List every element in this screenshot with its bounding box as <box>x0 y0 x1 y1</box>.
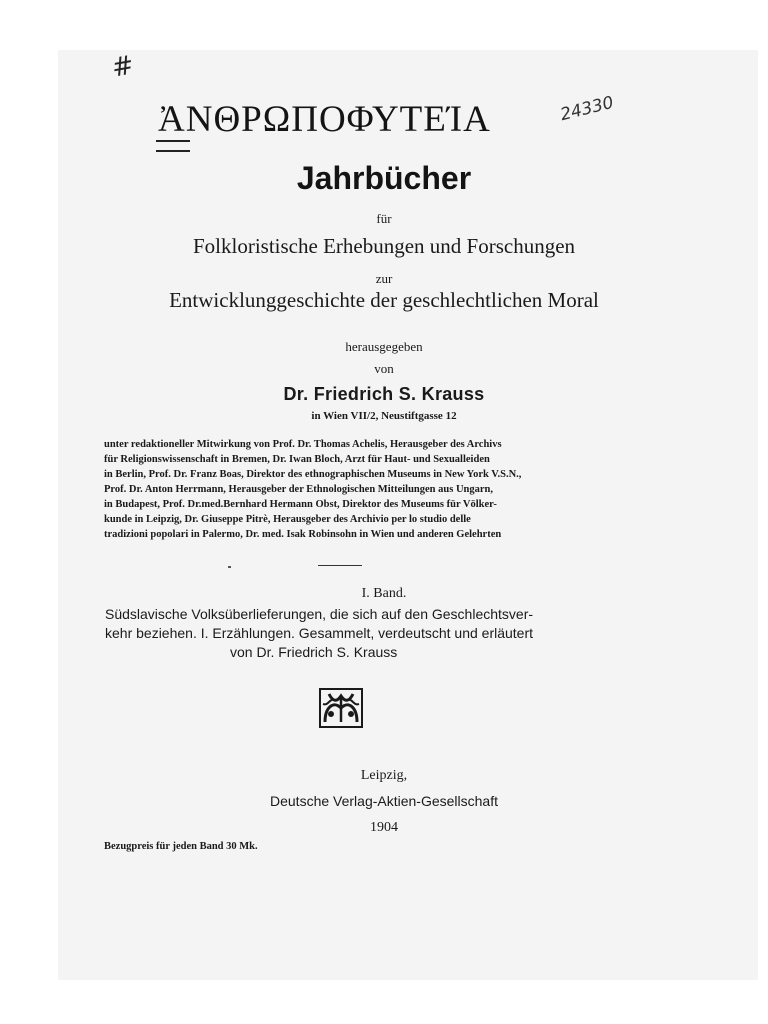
handwritten-underline <box>156 140 190 152</box>
collaborator-line: Prof. Dr. Anton Herrmann, Herausgeber der Ethnologischen Mitteilungen aus Ungarn, <box>104 484 493 495</box>
publisher-name: Deutsche Verlag-Aktien-Gesellschaft <box>270 793 498 809</box>
volume-label: I. Band. <box>361 586 407 601</box>
price-note: Bezugpreis für jeden Band 30 Mk. <box>104 841 258 852</box>
editor-name: Dr. Friedrich S. Krauss <box>283 384 485 404</box>
collaborator-line: in Budapest, Prof. Dr.med.Bernhard Hermann Obst, Direktor des Museums für Völker- <box>104 499 497 510</box>
collaborator-line: kunde in Leipzig, Dr. Giuseppe Pitrè, Herausgeber des Archivio per lo studio delle <box>104 514 471 525</box>
collaborator-line: für Religionswissenschaft in Bremen, Dr. Iwan Bloch, Arzt für Haut- und Sexualleiden <box>104 454 490 465</box>
collaborator-line: in Berlin, Prof. Dr. Franz Boas, Direktor des ethnographischen Museums in New York V.S.N., <box>104 469 522 480</box>
subtitle-line-2: Entwicklunggeschichte der geschlechtlichen Moral <box>169 288 599 312</box>
separator-rule <box>318 565 362 566</box>
subtitle-line-1: Folkloristische Erhebungen und Forschungen <box>192 234 576 258</box>
editor-address: in Wien VII/2, Neustiftgasse 12 <box>311 410 457 422</box>
collaborator-line: unter redaktioneller Mitwirkung von Prof. Dr. Thomas Achelis, Herausgeber des Archivs <box>104 439 502 450</box>
publication-year: 1904 <box>370 820 398 835</box>
collaborators-paragraph <box>104 437 648 542</box>
fuer-label: für <box>376 211 392 226</box>
volume-description-line: kehr beziehen. I. Erzählungen. Gesammelt, verdeutscht und erläutert <box>105 625 534 641</box>
handwritten-corner-mark: # <box>109 50 137 84</box>
volume-description-line: von Dr. Friedrich S. Krauss <box>230 644 398 660</box>
greek-title: ἈΝΘΡΩΠΟΦΥΤΕΊΑ <box>158 99 491 140</box>
herausgegeben-label: herausgegeben <box>345 339 423 354</box>
handwritten-shelf-number: 24330 <box>558 92 616 126</box>
volume-description-line: Südslavische Volksüberlieferungen, die sich auf den Geschlechtsver- <box>105 606 534 622</box>
main-title: Jahrbücher <box>296 160 472 196</box>
publication-city: Leipzig, <box>360 768 408 783</box>
zur-label: zur <box>375 271 393 286</box>
speck <box>228 566 231 568</box>
von-label: von <box>374 361 394 376</box>
volume-description <box>105 605 625 662</box>
collaborator-line: tradizioni popolari in Palermo, Dr. med. Isak Robinsohn in Wien und anderen Gelehrten <box>104 529 502 540</box>
printer-ornament-icon <box>319 688 363 728</box>
